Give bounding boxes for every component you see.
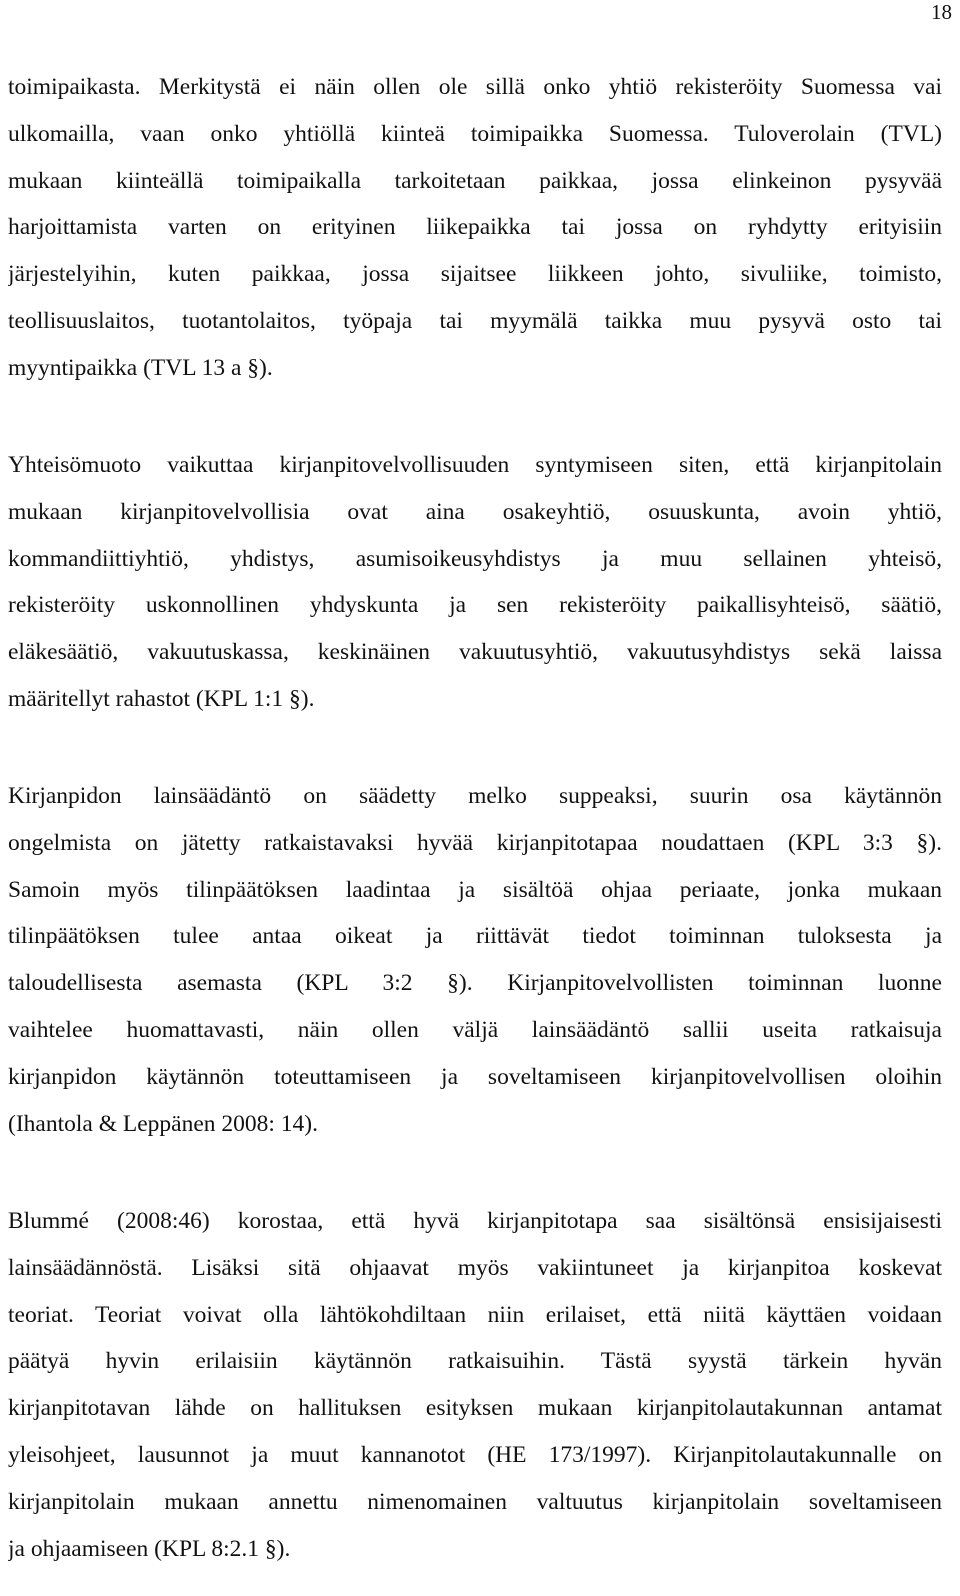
text-line: yleisohjeet, lausunnot ja muut kannanotot (HE 173/1997). Kirjanpitolautakunnalle on [8, 1441, 942, 1468]
text-line: kirjanpitotavan lähde on hallituksen esityksen mukaan kirjanpitolautakunnan antamat [8, 1395, 942, 1422]
text-line: Yhteisömuoto vaikuttaa kirjanpitovelvollisuuden syntymiseen siten, että kirjanpitolain [8, 452, 942, 478]
text-line: kirjanpitolain mukaan annettu nimenomainen valtuutus kirjanpitolain soveltamiseen [8, 1488, 942, 1515]
text-line: Samoin myös tilinpäätöksen laadintaa ja sisältöä ohjaa periaate, jonka mukaan [8, 876, 942, 903]
text-line: teollisuuslaitos, tuotantolaitos, työpaja tai myymälä taikka muu pysyvä osto tai [8, 307, 942, 334]
text-line: päätyä hyvin erilaisiin käytännön ratkaisuihin. Tästä syystä tärkein hyvän [8, 1348, 942, 1375]
text-line: kirjanpidon käytännön toteuttamiseen ja soveltamiseen kirjanpitovelvollisen oloihin [8, 1063, 942, 1090]
text-line: määritellyt rahastot (KPL 1:1 §). [8, 685, 315, 712]
text-line: järjestelyihin, kuten paikkaa, jossa sijaitsee liikkeen johto, sivuliike, toimisto, [8, 261, 942, 288]
text-line: eläkesäätiö, vakuutuskassa, keskinäinen vakuutusyhtiö, vakuutusyhdistys sekä laissa [8, 639, 942, 666]
text-line: vaihtelee huomattavasti, näin ollen väljä lainsäädäntö sallii useita ratkaisuja [8, 1016, 942, 1043]
text-line: myyntipaikka (TVL 13 a §). [8, 354, 273, 381]
text-line: harjoittamista varten on erityinen liikepaikka tai jossa on ryhdytty erityisiin [8, 214, 942, 241]
text-line: taloudellisesta asemasta (KPL 3:2 §). Kirjanpitovelvollisten toiminnan luonne [8, 970, 942, 997]
text-line: teoriat. Teoriat voivat olla lähtökohdiltaan niin erilaiset, että niitä käyttäen voidaan [8, 1301, 942, 1328]
text-line: ja ohjaamiseen (KPL 8:2.1 §). [8, 1535, 291, 1562]
text-line: rekisteröity uskonnollinen yhdyskunta ja sen rekisteröity paikallisyhteisö, säätiö, [8, 592, 942, 619]
paragraph-4 [8, 1198, 942, 1572]
text-line: toimipaikasta. Merkitystä ei näin ollen ole sillä onko yhtiö rekisteröity Suomessa vai [8, 74, 942, 100]
text-line: tilinpäätöksen tulee antaa oikeat ja riittävät tiedot toiminnan tuloksesta ja [8, 923, 942, 950]
paragraph-2 [8, 442, 942, 723]
paragraph-3 [8, 773, 942, 1147]
text-line: Blummé (2008:46) korostaa, että hyvä kirjanpitotapa saa sisältönsä ensisijaisesti [8, 1208, 942, 1234]
text-line: ulkomailla, vaan onko yhtiöllä kiinteä toimipaikka Suomessa. Tuloverolain (TVL) [8, 120, 942, 147]
text-line: mukaan kiinteällä toimipaikalla tarkoitetaan paikkaa, jossa elinkeinon pysyvää [8, 167, 942, 194]
text-line: (Ihantola & Leppänen 2008: 14). [8, 1110, 318, 1137]
paragraph-1 [8, 64, 942, 392]
text-line: lainsäädännöstä. Lisäksi sitä ohjaavat myös vakiintuneet ja kirjanpitoa koskevat [8, 1254, 942, 1281]
page-number: 18 [931, 0, 952, 24]
text-line: mukaan kirjanpitovelvollisia ovat aina osakeyhtiö, osuuskunta, avoin yhtiö, [8, 498, 942, 525]
text-line: Kirjanpidon lainsäädäntö on säädetty melko suppeaksi, suurin osa käytännön [8, 783, 942, 809]
text-line: ongelmista on jätetty ratkaistavaksi hyvää kirjanpitotapaa noudattaen (KPL 3:3 §). [8, 829, 942, 856]
text-line: kommandiittiyhtiö, yhdistys, asumisoikeusyhdistys ja muu sellainen yhteisö, [8, 545, 942, 572]
